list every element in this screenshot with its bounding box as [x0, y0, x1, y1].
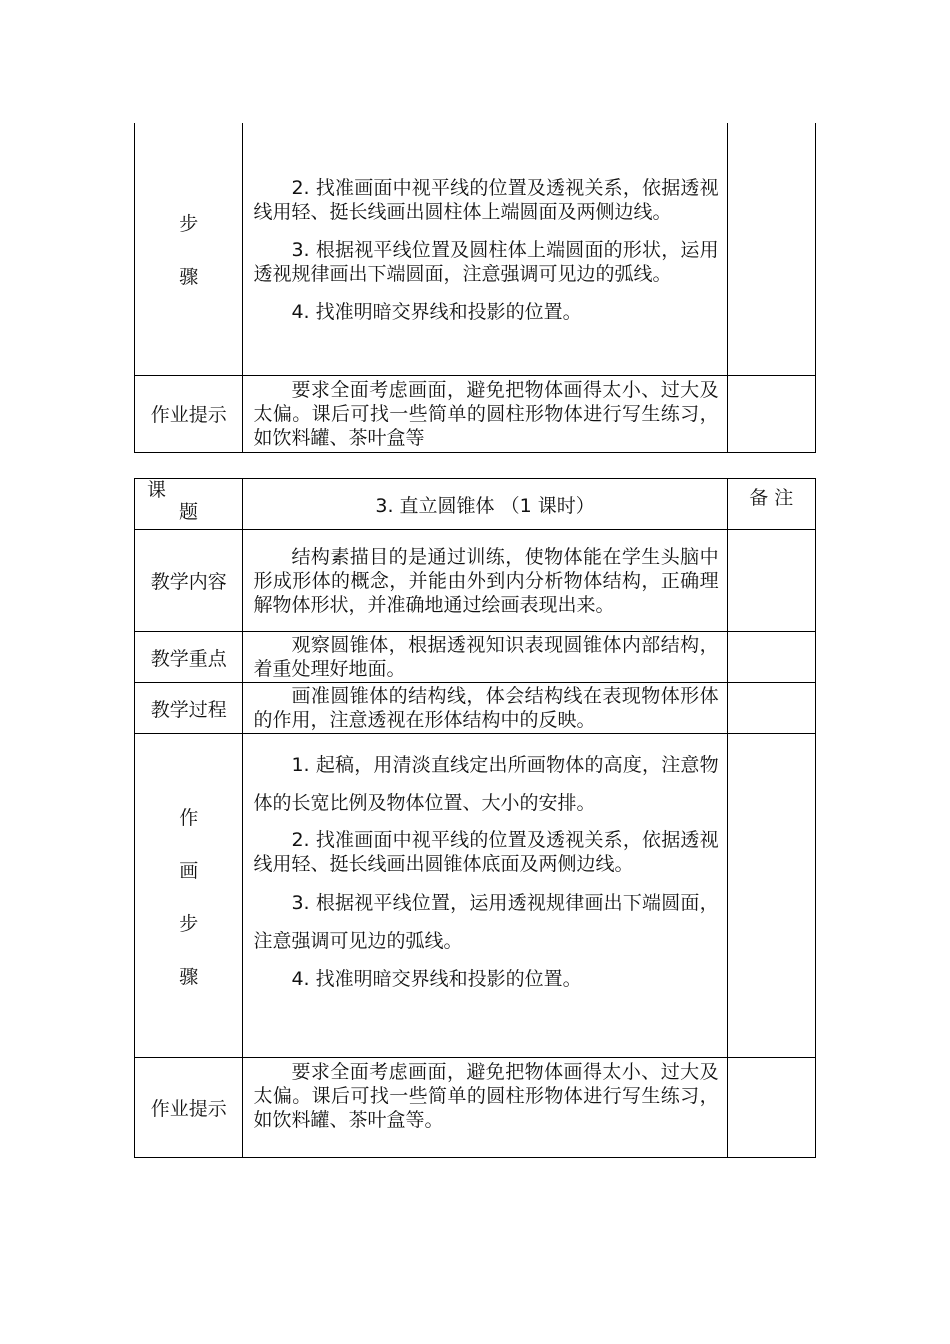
focus-row	[135, 632, 816, 683]
process-row	[135, 683, 816, 734]
remarks-cell	[727, 530, 815, 632]
topic-row	[135, 479, 816, 530]
remarks-cell	[727, 1058, 815, 1158]
steps-label-char: 骤	[179, 265, 199, 288]
content-label: 教学内容	[135, 530, 243, 632]
process-label: 教学过程	[135, 683, 243, 734]
focus-text: 观察圆锥体，根据透视知识表现圆锥体内部结构，着重处理好地面。	[243, 632, 727, 683]
draw-steps-label-char: 步	[179, 912, 199, 935]
remarks-cell	[727, 683, 815, 734]
process-text: 画准圆锥体的结构线，体会结构线在表现物体形体的作用，注意透视在形体结构中的反映。	[243, 683, 727, 734]
remarks-cell	[727, 375, 815, 452]
step-item: 2. 找准画面中视平线的位置及透视关系，依据透视线用轻、挺长线画出圆锥体底面及两侧边线。	[253, 829, 719, 875]
remarks-cell	[727, 632, 815, 683]
homework-row	[135, 1058, 816, 1158]
homework-label: 作业提示	[135, 1058, 243, 1158]
remarks-cell	[727, 734, 815, 1058]
draw-steps-label-char: 作	[179, 806, 199, 829]
step-item: 4. 找准明暗交界线和投影的位置。	[291, 968, 582, 990]
topic-title: 3. 直立圆锥体 （1 课时）	[243, 479, 727, 530]
draw-steps-label	[135, 734, 243, 1058]
lesson-table-continued	[134, 123, 816, 453]
homework-label: 作业提示	[135, 375, 243, 452]
content-row	[135, 530, 816, 632]
steps-label	[135, 123, 243, 375]
draw-steps-label-char: 画	[179, 859, 199, 882]
draw-steps-cell	[243, 734, 727, 1058]
steps-cell	[243, 123, 727, 375]
step-item: 2. 找准画面中视平线的位置及透视关系，依据透视线用轻、挺长线画出圆柱体上端圆面及两侧边线。	[253, 176, 719, 223]
remarks-header: 备 注	[727, 479, 815, 530]
steps-row	[135, 123, 816, 375]
draw-steps-row	[135, 734, 816, 1058]
homework-text: 要求全面考虑画面，避免把物体画得太小、过大及太偏。课后可找一些简单的圆柱形物体进行写生练习，如饮料罐、茶叶盒等。	[243, 1058, 727, 1158]
remarks-cell	[727, 123, 815, 375]
homework-row	[135, 375, 816, 452]
steps-label-char: 步	[179, 212, 199, 235]
step-item: 4. 找准明暗交界线和投影的位置。	[291, 300, 582, 323]
topic-label: 课 题	[135, 479, 243, 530]
focus-label: 教学重点	[135, 632, 243, 683]
homework-text: 要求全面考虑画面，避免把物体画得太小、过大及太偏。课后可找一些简单的圆柱形物体进行写生练习，如饮料罐、茶叶盒等	[243, 375, 727, 452]
lesson-table	[134, 478, 816, 1158]
content-text: 结构素描目的是通过训练，使物体能在学生头脑中形成形体的概念，并能由外到内分析物体结构，正确理解物体形状，并准确地通过绘画表现出来。	[243, 530, 727, 632]
step-item: 1. 起稿，用清淡直线定出所画物体的高度，注意物体的长宽比例及物体位置、大小的安排。	[253, 754, 719, 814]
step-item: 3. 根据视平线位置及圆柱体上端圆面的形状，运用透视规律画出下端圆面，注意强调可见边的弧线。	[253, 238, 719, 285]
step-item: 3. 根据视平线位置，运用透视规律画出下端圆面，注意强调可见边的弧线。	[253, 892, 719, 952]
draw-steps-label-char: 骤	[179, 965, 199, 988]
